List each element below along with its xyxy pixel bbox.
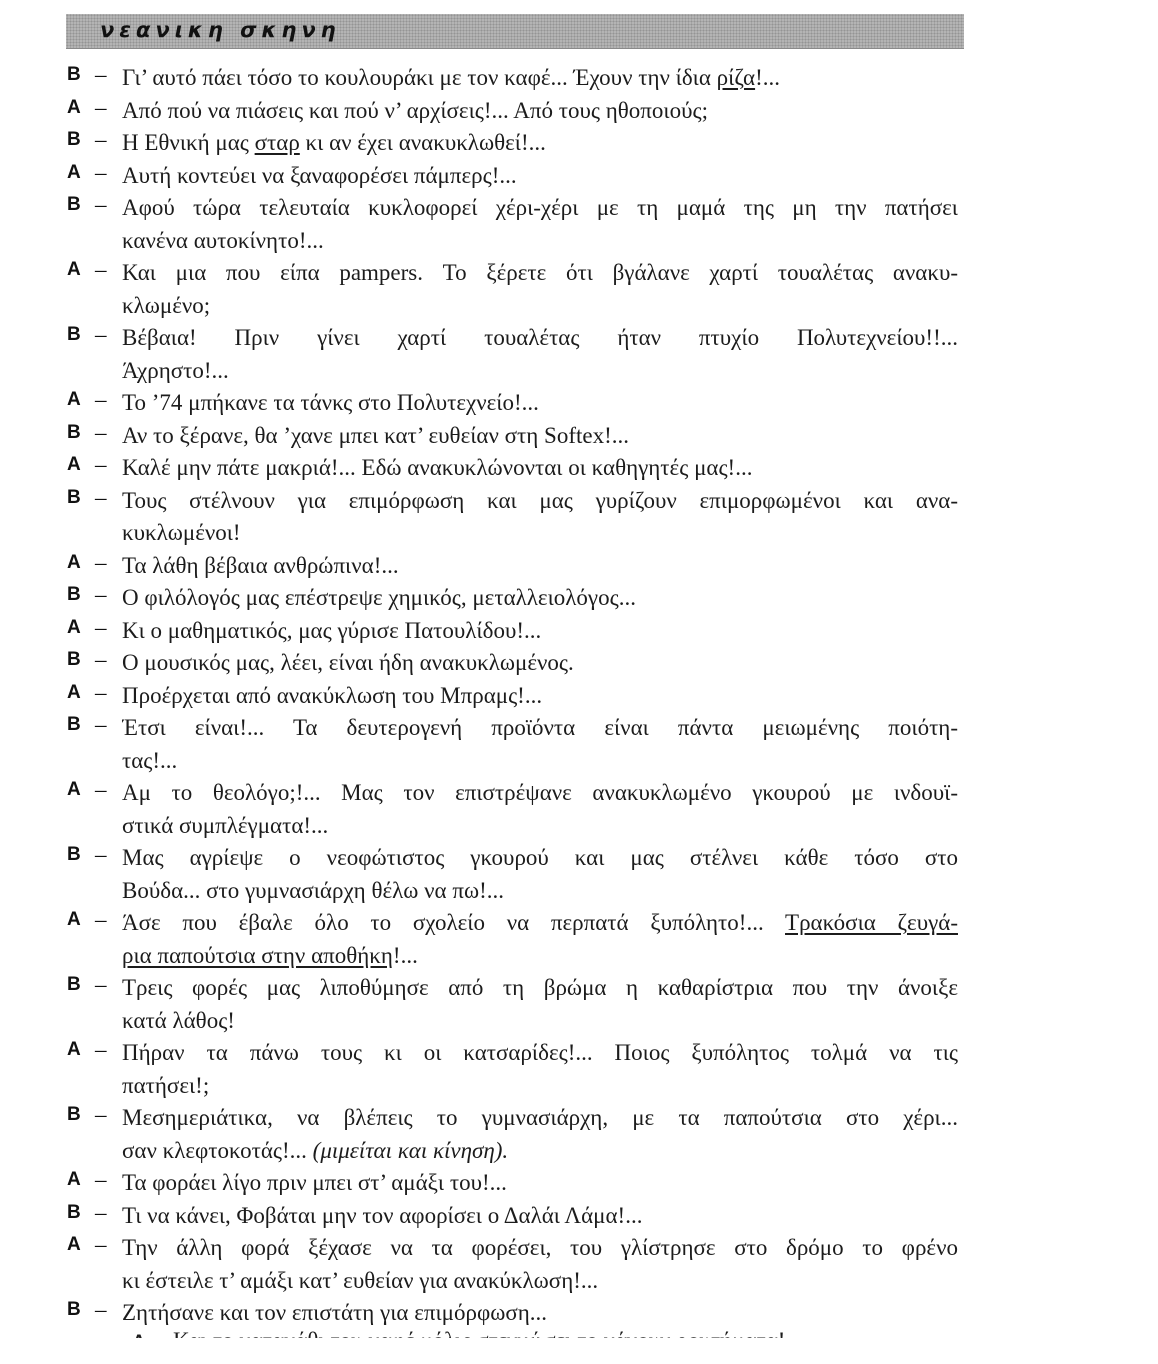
line-text: κυκλωμένοι!	[122, 520, 241, 545]
dash: –	[95, 907, 107, 932]
speaker-label: A	[67, 454, 81, 475]
speaker-label: B	[67, 486, 81, 508]
speaker-label: A	[67, 161, 81, 183]
line-text: πατήσει!;	[122, 1072, 210, 1098]
line-text: Ο μουσικός μας, λέει, είναι ήδη ανακυκλωμένος.	[122, 650, 574, 675]
stage-direction: (μιμείται και κίνηση).	[312, 1137, 509, 1163]
dash: –	[95, 322, 107, 347]
speaker-label: B	[67, 64, 81, 85]
speaker-label: A	[67, 259, 81, 280]
line-text: κανένα αυτοκίνητο!...	[122, 227, 324, 253]
speaker-label: A	[67, 779, 81, 800]
dash: –	[95, 549, 107, 575]
speaker-label: B	[67, 324, 81, 345]
dash: –	[95, 1167, 107, 1192]
dash: –	[95, 419, 107, 445]
line-text: Από πού να πιάσεις και πού ν’ αρχίσεις!... Από τους ηθοποιούς;	[122, 97, 708, 123]
line-text: Τρεις φορές μας λιποθύμησε από τη βρώμα η καθαρίστρια που την άνοιξε	[122, 975, 958, 1000]
speaker-label: B	[67, 714, 81, 735]
dialogue-line	[0, 907, 958, 972]
dialogue-line	[0, 257, 958, 322]
line-text: Μας αγρίεψε ο νεοφώτιστος γκουρού και μας στέλνει κάθε τόσο στο	[122, 845, 958, 870]
dash: –	[95, 842, 107, 867]
line-text: Προέρχεται από ανακύκλωση του Μπραμς!...	[122, 682, 543, 708]
dash: –	[95, 94, 107, 120]
line-text: Πήραν τα πάνω τους κι οι κατσαρίδες!... Ποιος ξυπόλητος τολμά να τις	[122, 1040, 958, 1065]
dash: –	[95, 1232, 107, 1257]
speaker-label: B	[67, 129, 81, 150]
line-text: Ζητήσανε και τον επιστάτη για επιμόρφωση...	[122, 1300, 548, 1325]
line-text: Τα φοράει λίγο πριν μπει στ’ αμάξι του!...	[122, 1170, 507, 1195]
dash: –	[95, 127, 107, 152]
dialogue-line	[0, 127, 958, 160]
line-text: Κι ο μαθηματικός, μας γύρισε Πατουλίδου!...	[122, 617, 542, 643]
dash: –	[95, 972, 107, 997]
line-text: Ο φιλόλογός μας επέστρεψε χημικός, μεταλλειολόγος...	[122, 585, 636, 610]
line-text: Και μια που είπα pampers. Το ξέρετε ότι βγάλανε χαρτί τουαλέτας ανακυ-	[122, 260, 958, 285]
dialogue-line	[0, 452, 958, 485]
line-text: Αυτή κοντεύει να ξαναφορέσει πάμπερς!...	[122, 162, 517, 188]
line-text: Καλέ μην πάτε μακριά!... Εδώ ανακυκλώνονται οι καθηγητές μας!...	[122, 455, 753, 480]
dialogue-line	[0, 582, 958, 615]
dash: –	[95, 647, 107, 672]
line-text: κλωμένο;	[122, 292, 211, 318]
speaker-label: A	[67, 1039, 81, 1060]
speaker-label: B	[67, 649, 81, 670]
dialogue-line	[0, 1297, 958, 1330]
dash: –	[95, 614, 107, 640]
dialogue-line	[0, 1200, 958, 1233]
speaker-label: A	[67, 96, 81, 118]
line-text: Βέβαια! Πριν γίνει χαρτί τουαλέτας ήταν πτυχίο Πολυτεχνείου!!...	[122, 325, 958, 350]
speaker-label: B	[67, 844, 81, 865]
line-text: ρια παπούτσια στην αποθήκη!...	[122, 942, 418, 968]
dash: –	[95, 712, 107, 737]
dialogue-line	[0, 1167, 958, 1200]
line-text: Γι’ αυτό πάει τόσο το κουλουράκι με τον καφέ... Έχουν την ίδια ρίζα!...	[122, 65, 780, 90]
dialogue-line	[0, 485, 958, 550]
dash: –	[95, 159, 107, 185]
speaker-label: B	[67, 584, 81, 605]
dash: –	[95, 452, 107, 477]
line-text: Η Εθνική μας σταρ κι αν έχει ανακυκλωθεί!...	[122, 130, 546, 155]
speaker-label: B	[67, 1299, 81, 1320]
dash: –	[95, 582, 107, 607]
dialogue-line	[0, 387, 958, 420]
speaker-label: B	[67, 194, 81, 215]
dialogue-line	[0, 1102, 958, 1167]
line-text: Αφού τώρα τελευταία κυκλοφορεί χέρι-χέρι με τη μαμά της μη την πατήσει	[122, 195, 958, 220]
line-text: Το ’74 μπήκανε τα τάνκς στο Πολυτεχνείο!...	[122, 390, 539, 415]
line-text: κατά λάθος!	[122, 1007, 235, 1033]
dash: –	[95, 1102, 107, 1127]
dash: –	[95, 1199, 107, 1225]
line-text: Την άλλη φορά ξέχασε να τα φορέσει, του γλίστρησε στο δρόμο το φρένο	[122, 1235, 958, 1260]
dialogue-line	[0, 62, 958, 95]
dialogue-line	[0, 615, 958, 648]
line-text: Αμ το θεολόγο;!... Μας τον επιστρέψανε ανακυκλωμένο γκουρού με ινδουϊ-	[122, 780, 958, 805]
speaker-label: A	[67, 1234, 81, 1255]
dialogue-line	[0, 550, 958, 583]
dash: –	[95, 192, 107, 217]
line-text: Άσε που έβαλε όλο το σχολείο να περπατά ξυπόλητο!... Τρακόσια ζευγά-	[122, 910, 958, 935]
dialogue-line	[0, 972, 958, 1037]
dash: –	[95, 257, 107, 282]
dash: –	[95, 1297, 107, 1322]
dash: –	[95, 62, 107, 87]
line-text: Τι να κάνει, Φοβάται μην τον αφορίσει ο Δαλάι Λάμα!...	[122, 1202, 643, 1228]
dialogue-line	[0, 1232, 958, 1297]
dash: –	[95, 679, 107, 705]
speaker-label: B	[67, 974, 81, 995]
speaker-label: B	[67, 1104, 81, 1125]
dialogue-line	[0, 420, 958, 453]
line-text: Βούδα... στο γυμνασιάρχη θέλω να πω!...	[122, 877, 505, 903]
line-text: Έτσι είναι!... Τα δευτερογενή προϊόντα είναι πάντα μειωμένης ποιότη-	[122, 715, 958, 740]
dash: –	[95, 387, 107, 412]
speaker-label: A	[67, 389, 81, 410]
dialogue-line	[0, 160, 958, 193]
line-text: Μεσημεριάτικα, να βλέπεις το γυμνασιάρχη, με τα παπούτσια στο χέρι...	[122, 1105, 958, 1130]
line-text: Αν το ξέρανε, θα ’χανε μπει κατ’ ευθείαν στη Softex!...	[122, 422, 629, 448]
line-text: Τους στέλνουν για επιμόρφωση και μας γυρίζουν επιμορφωμένοι και ανα-	[122, 487, 958, 513]
dash: –	[95, 484, 107, 510]
line-text: κι έστειλε τ’ αμάξι κατ’ ευθείαν για ανακύκλωση!...	[122, 1267, 599, 1293]
line-text: Τα λάθη βέβαια ανθρώπινα!...	[122, 552, 399, 578]
page-bottom-edge	[0, 1338, 1158, 1364]
speaker-label: A	[67, 909, 81, 930]
dialogue-line	[0, 777, 958, 842]
speaker-label: A	[67, 616, 81, 638]
dialogue-text	[0, 62, 1158, 1330]
speaker-label: B	[67, 1201, 81, 1223]
speaker-label: B	[67, 421, 81, 443]
line-text: σαν κλεφτοκοτάς!... (μιμείται και κίνηση).	[122, 1137, 509, 1163]
speaker-label: A	[67, 681, 81, 703]
dash: –	[95, 1037, 107, 1062]
speaker-label: A	[67, 1169, 81, 1190]
dialogue-line	[0, 95, 958, 128]
dialogue-line	[0, 647, 958, 680]
dialogue-line	[0, 842, 958, 907]
dialogue-line	[0, 322, 958, 387]
line-text: στικά συμπλέγματα!...	[122, 812, 329, 838]
dialogue-line	[0, 680, 958, 713]
dash: –	[95, 777, 107, 802]
section-title: νεανικη σκηνη	[100, 18, 341, 42]
line-text: τας!...	[122, 747, 178, 773]
section-header-bar	[66, 14, 964, 49]
dialogue-line	[0, 192, 958, 257]
dialogue-line	[0, 1037, 958, 1102]
speaker-label: A	[67, 551, 81, 573]
dialogue-line	[0, 712, 958, 777]
line-text: Άχρηστο!...	[122, 357, 229, 383]
